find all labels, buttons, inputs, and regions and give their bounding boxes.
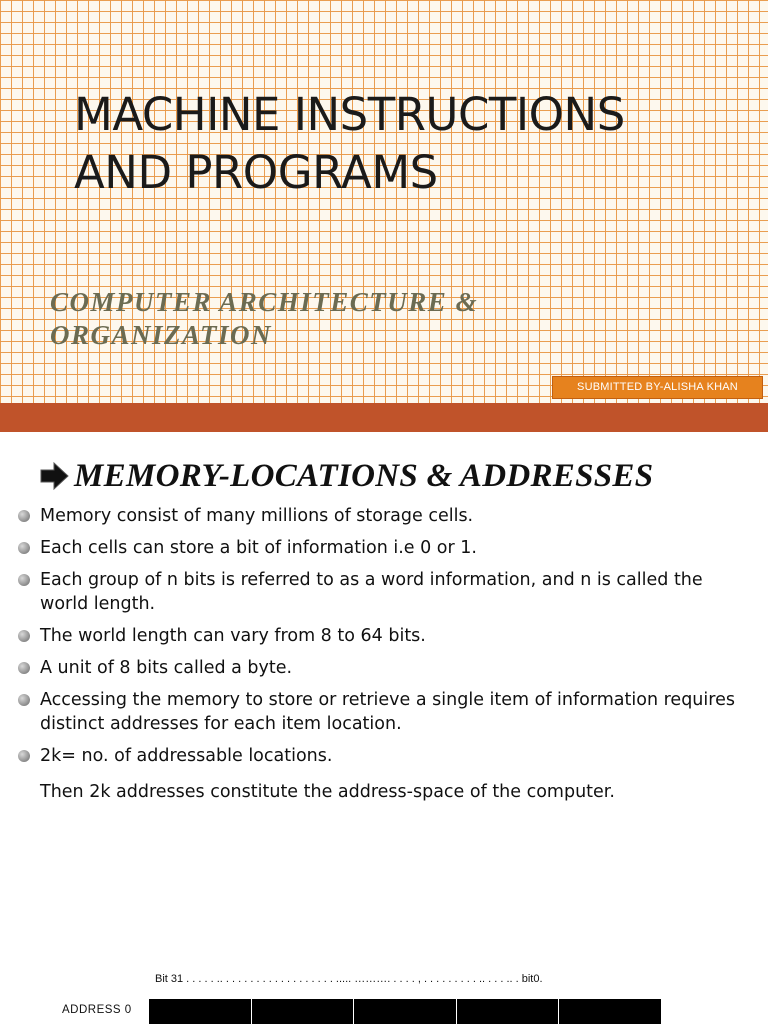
bullet-text: The world length can vary from 8 to 64 bits. [40, 626, 426, 646]
title-slide [0, 0, 768, 432]
list-item [16, 568, 736, 616]
memory-cell [252, 999, 355, 1024]
bullet-icon [18, 750, 30, 762]
bullet-text: 2k= no. of addressable locations. [40, 746, 333, 766]
submitted-by-badge: SUBMITTED BY-ALISHA KHAN [552, 376, 763, 399]
bullet-text: Each group of n bits is referred to as a word information, and n is called the world length. [40, 570, 703, 614]
content-slide [0, 432, 768, 1024]
list-item [16, 744, 736, 768]
continuation-text: Then 2k addresses constitute the address-space of the computer. [40, 782, 615, 802]
bullet-icon [18, 574, 30, 586]
presentation-title [74, 86, 754, 202]
heading-row [38, 454, 653, 498]
subtitle-line: COMPUTER ARCHITECTURE & [50, 287, 479, 317]
bullet-list [16, 504, 736, 776]
memory-cell [149, 999, 252, 1024]
list-item [16, 656, 736, 680]
bullet-icon [18, 542, 30, 554]
bullet-text: A unit of 8 bits called a byte. [40, 658, 293, 678]
list-item [16, 536, 736, 560]
bullet-text: Each cells can store a bit of information i.e 0 or 1. [40, 538, 477, 558]
title-line: AND PROGRAMS [74, 146, 438, 199]
title-line: MACHINE INSTRUCTIONS [74, 88, 625, 141]
memory-word-row [149, 999, 661, 1024]
presentation-subtitle [50, 286, 650, 352]
bit-range-label: Bit 31 . . . . . .. . . . . . . . . . . . . . . . . . . ..... ………. . . . . , . . . . . . . . . .. . . . .. . bit0. [155, 973, 543, 985]
list-item [16, 688, 736, 736]
bullet-text: Accessing the memory to store or retrieve a single item of information requires distinct addresses for each item location. [40, 690, 735, 734]
bullet-icon [18, 694, 30, 706]
list-item [16, 504, 736, 528]
right-arrow-icon [38, 460, 70, 492]
bullet-icon [18, 510, 30, 522]
orange-footer-band [0, 403, 768, 432]
memory-cell [559, 999, 661, 1024]
section-heading: MEMORY-LOCATIONS & ADDRESSES [74, 457, 654, 494]
bullet-text: Memory consist of many millions of storage cells. [40, 506, 474, 526]
memory-cell [457, 999, 560, 1024]
bullet-icon [18, 630, 30, 642]
list-item [16, 624, 736, 648]
memory-cell [354, 999, 457, 1024]
bullet-icon [18, 662, 30, 674]
address-label: ADDRESS 0 [62, 1004, 132, 1016]
subtitle-line: ORGANIZATION [50, 320, 273, 350]
